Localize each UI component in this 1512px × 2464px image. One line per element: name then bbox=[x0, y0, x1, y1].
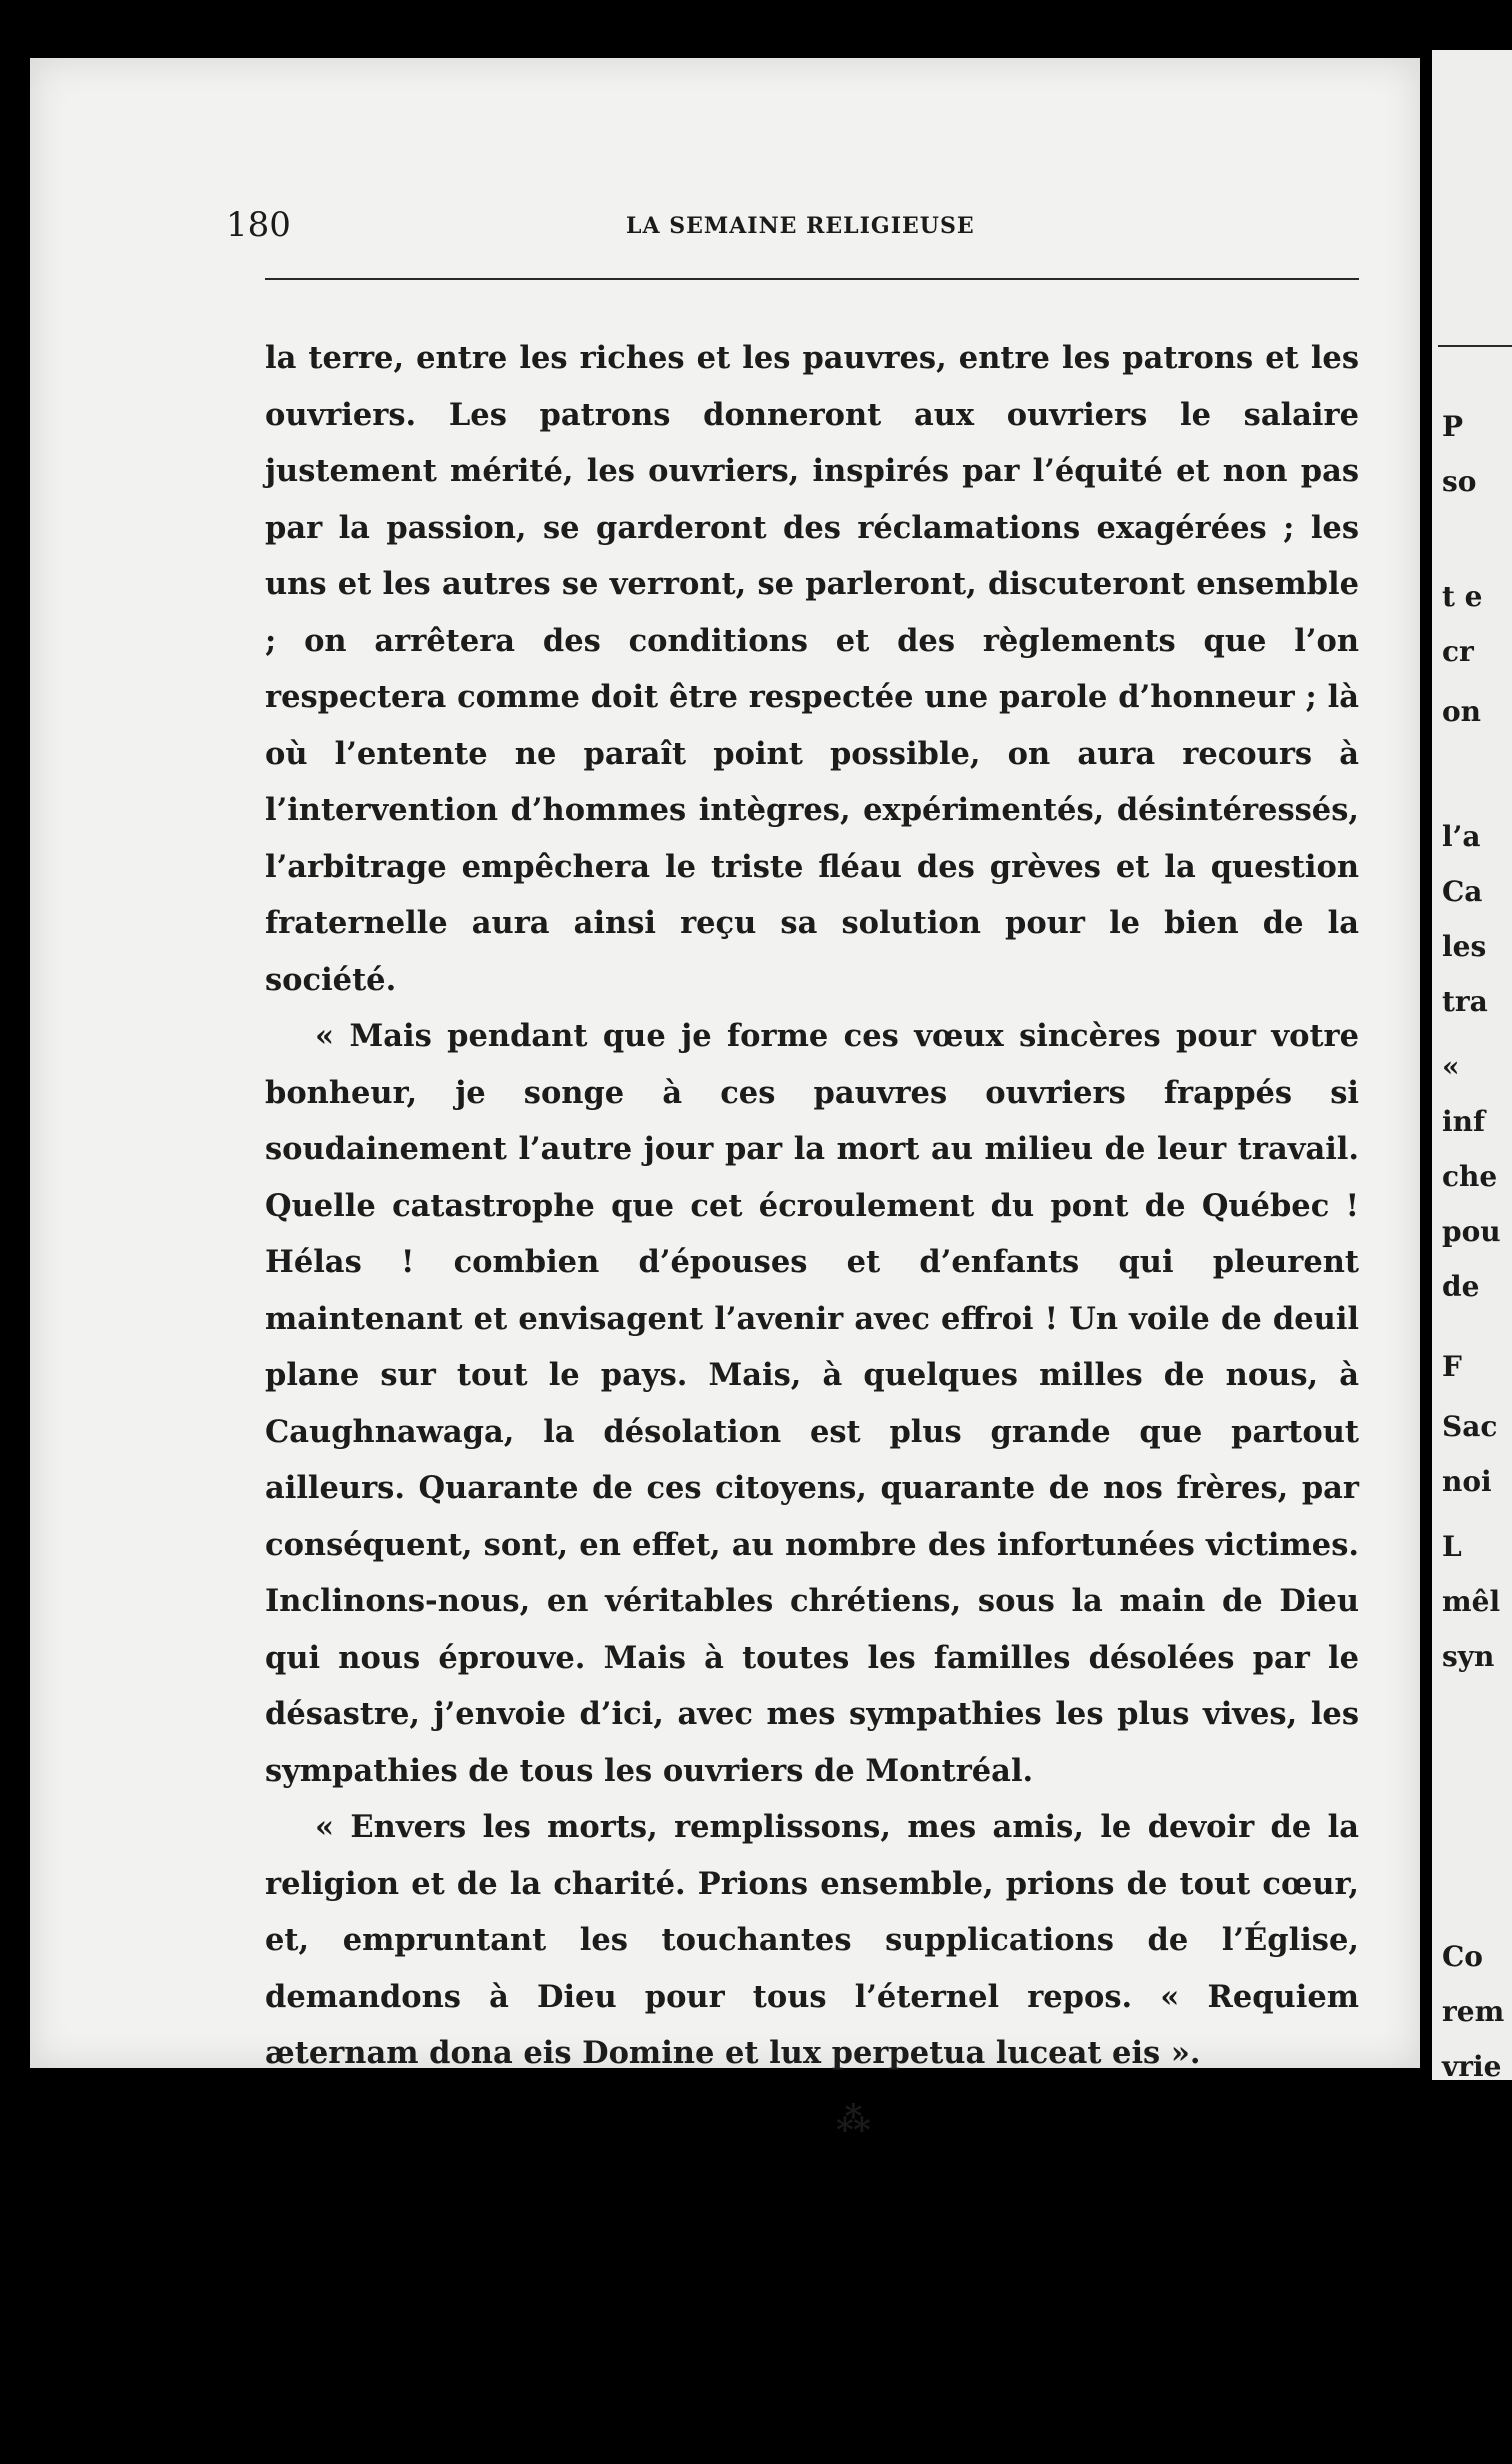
adjacent-fragment: « bbox=[1442, 1050, 1460, 1083]
adjacent-fragment: Ca bbox=[1442, 875, 1483, 908]
paragraph-2: « Mais pendant que je forme ces vœux sincères pour votre bonheur, je songe à ces pauvres ouvriers frappés si soudainement l’autre jour par la mort au milieu de leur travail. Quelle catastrophe que cet écroulement du pont de Québec ! Hélas ! combien d’épouses et d’enfants qui pleurent maintenant et envisagent l’avenir avec effroi ! Un voile de deuil plane sur tout le pays. Mais, à quelques milles de nous, à Caughnawaga, la désolation est plus grande que partout ailleurs. Quarante de ces citoyens, quarante de nos frères, par conséquent, sont, en effet, au nombre des infortunées victimes. Inclinons-nous, en véritables chrétiens, sous la main de Dieu qui nous éprouve. Mais à toutes les familles désolées par le désastre, j’envoie d’ici, avec mes sympathies les plus vives, les sympathies de tous les ouvriers de Montréal. bbox=[265, 1018, 1359, 1789]
adjacent-fragment: mêl bbox=[1442, 1585, 1501, 1618]
section-asterism: ⁂ bbox=[836, 2100, 871, 2140]
adjacent-fragment: t e bbox=[1442, 580, 1483, 613]
running-head: LA SEMAINE RELIGIEUSE bbox=[626, 213, 975, 239]
adjacent-fragment: tra bbox=[1442, 985, 1488, 1018]
adjacent-fragment: l’a bbox=[1442, 820, 1481, 853]
adjacent-fragment: so bbox=[1442, 465, 1477, 498]
adjacent-fragment: che bbox=[1442, 1160, 1498, 1193]
adjacent-page-edge bbox=[1432, 50, 1512, 2080]
page-header bbox=[226, 205, 1366, 245]
adjacent-fragment: F bbox=[1442, 1350, 1462, 1383]
body-text bbox=[265, 330, 1359, 2082]
adjacent-page-rule bbox=[1438, 345, 1512, 347]
adjacent-fragment: vrie bbox=[1442, 2050, 1502, 2080]
adjacent-fragment: de bbox=[1442, 1270, 1480, 1303]
adjacent-fragment: on bbox=[1442, 695, 1482, 728]
paragraph-1: la terre, entre les riches et les pauvres, entre les patrons et les ouvriers. Les patrons donneront aux ouvriers le salaire justement mérité, les ouvriers, inspirés par l’équité et non pas par la passion, se garderont des réclamations exagérées ; les uns et les autres se verront, se parleront, discuteront ensemble ; on arrêtera des conditions et des règlements que l’on respectera comme doit être respectée une parole d’honneur ; là où l’entente ne paraît point possible, on aura recours à l’intervention d’hommes intègres, expérimentés, désintéressés, l’arbitrage empêchera le triste fléau des grèves et la question fraternelle aura ainsi reçu sa solution pour le bien de la société. bbox=[265, 340, 1359, 998]
adjacent-fragment: cr bbox=[1442, 635, 1474, 668]
adjacent-fragment: L bbox=[1442, 1530, 1462, 1563]
adjacent-fragment: les bbox=[1442, 930, 1487, 963]
adjacent-fragment: Co bbox=[1442, 1940, 1483, 1973]
page-number: 180 bbox=[226, 205, 291, 245]
adjacent-fragment: rem bbox=[1442, 1995, 1505, 2028]
adjacent-fragment: noi bbox=[1442, 1465, 1492, 1498]
header-rule bbox=[265, 278, 1359, 280]
adjacent-fragment: syn bbox=[1442, 1640, 1495, 1673]
paragraph-3: « Envers les morts, remplissons, mes amis, le devoir de la religion et de la charité. Prions ensemble, prions de tout cœur, et, empruntant les touchantes supplications de l’Église, demandons à Dieu pour tous l’éternel repos. « Requiem æternam dona eis Domine et lux perpetua luceat eis ». bbox=[265, 1809, 1359, 2071]
adjacent-fragment: Sac bbox=[1442, 1410, 1498, 1443]
adjacent-fragment: P bbox=[1442, 410, 1464, 443]
adjacent-fragment: pou bbox=[1442, 1215, 1501, 1248]
adjacent-fragment: inf bbox=[1442, 1105, 1486, 1138]
